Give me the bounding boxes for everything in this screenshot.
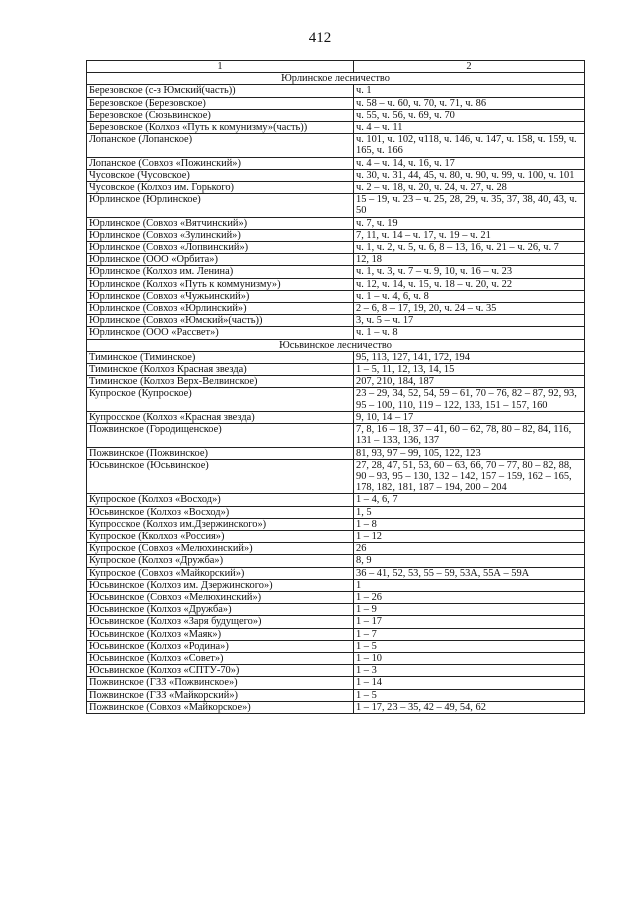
cell-forest-district: Юрлинское (Совхоз «Чужьинский») — [87, 290, 354, 302]
cell-quarter-numbers: 1 – 9 — [354, 604, 585, 616]
table-row — [87, 543, 585, 555]
table-row — [87, 217, 585, 229]
table-row — [87, 134, 585, 157]
cell-quarter-numbers: 9, 10, 14 – 17 — [354, 411, 585, 423]
cell-quarter-numbers: 1 – 7 — [354, 628, 585, 640]
table-row — [87, 530, 585, 542]
cell-quarter-numbers: ч. 55, ч. 56, ч. 69, ч. 70 — [354, 109, 585, 121]
cell-forest-district: Юсьвинское (Колхоз «Дружба») — [87, 604, 354, 616]
table-row — [87, 290, 585, 302]
cell-forest-district: Юсьвинское (Колхоз «СПТУ-70») — [87, 665, 354, 677]
table-row — [87, 665, 585, 677]
cell-quarter-numbers: 1 – 5 — [354, 640, 585, 652]
cell-quarter-numbers: ч. 1, ч. 2, ч. 5, ч. 6, 8 – 13, 16, ч. 21 – ч. 26, ч. 7 — [354, 242, 585, 254]
cell-forest-district: Юрлинское (Совхоз «Лопвинский») — [87, 242, 354, 254]
cell-forest-district: Купроское (Купроское) — [87, 388, 354, 411]
cell-forest-district: Юрлинское (ООО «Рассвет») — [87, 327, 354, 339]
cell-quarter-numbers: 12, 18 — [354, 254, 585, 266]
table-row — [87, 555, 585, 567]
cell-forest-district: Березовское (Сюзьвинское) — [87, 109, 354, 121]
cell-quarter-numbers: 1 – 26 — [354, 591, 585, 603]
table-row — [87, 194, 585, 217]
table-row — [87, 85, 585, 97]
table-row — [87, 351, 585, 363]
table-row — [87, 315, 585, 327]
section-header-row — [87, 73, 585, 85]
table-row — [87, 278, 585, 290]
table-row — [87, 376, 585, 388]
cell-quarter-numbers: ч. 58 – ч. 60, ч. 70, ч. 71, ч. 86 — [354, 97, 585, 109]
cell-forest-district: Чусовское (Колхоз им. Горького) — [87, 182, 354, 194]
table-row — [87, 616, 585, 628]
table-row — [87, 640, 585, 652]
table-row — [87, 266, 585, 278]
table-row — [87, 303, 585, 315]
cell-quarter-numbers: 1 – 14 — [354, 677, 585, 689]
cell-quarter-numbers: 1 – 4, 6, 7 — [354, 494, 585, 506]
cell-quarter-numbers: ч. 101, ч. 102, ч118, ч. 146, ч. 147, ч. 158, ч. 159, ч. 165, ч. 166 — [354, 134, 585, 157]
cell-quarter-numbers: 23 – 29, 34, 52, 54, 59 – 61, 70 – 76, 82 – 87, 92, 93, 95 – 100, 110, 119 – 122, 133, 151 – 157, 160 — [354, 388, 585, 411]
table-row — [87, 591, 585, 603]
cell-forest-district: Березовское (Березовское) — [87, 97, 354, 109]
cell-forest-district: Пожвинское (ГЗЗ «Майкорский») — [87, 689, 354, 701]
cell-quarter-numbers: 1 – 5 — [354, 689, 585, 701]
cell-forest-district: Юсьвинское (Колхоз «Заря будущего») — [87, 616, 354, 628]
cell-quarter-numbers: 1 – 8 — [354, 518, 585, 530]
cell-quarter-numbers: 26 — [354, 543, 585, 555]
cell-forest-district: Юсьвинское (Юсьвинское) — [87, 459, 354, 494]
cell-forest-district: Юрлинское (Совхоз «Зулинский») — [87, 229, 354, 241]
table-row — [87, 109, 585, 121]
forest-register-table — [86, 60, 585, 714]
cell-quarter-numbers: 1 – 5, 11, 12, 13, 14, 15 — [354, 364, 585, 376]
table-body — [87, 73, 585, 714]
cell-quarter-numbers: 95, 113, 127, 141, 172, 194 — [354, 351, 585, 363]
table-row — [87, 459, 585, 494]
cell-quarter-numbers: 1 — [354, 579, 585, 591]
cell-forest-district: Лопанское (Лопанское) — [87, 134, 354, 157]
section-title: Юсьвинское лесничество — [87, 339, 585, 351]
cell-quarter-numbers: ч. 1 – ч. 4, 6, ч. 8 — [354, 290, 585, 302]
column-number-1: 1 — [87, 61, 354, 73]
cell-forest-district: Купросское (Колхоз «Красная звезда) — [87, 411, 354, 423]
cell-forest-district: Купроское (Колхоз «Дружба») — [87, 555, 354, 567]
table-row — [87, 242, 585, 254]
table-row — [87, 254, 585, 266]
table-row — [87, 567, 585, 579]
cell-forest-district: Юрлинское (Совхоз «Юмский»(часть)) — [87, 315, 354, 327]
table-row — [87, 604, 585, 616]
cell-forest-district: Юрлинское (Совхоз «Юрлинский») — [87, 303, 354, 315]
table-row — [87, 411, 585, 423]
cell-quarter-numbers: 207, 210, 184, 187 — [354, 376, 585, 388]
cell-forest-district: Юрлинское (Колхоз им. Ленина) — [87, 266, 354, 278]
cell-forest-district: Юрлинское (Совхоз «Вятчинский») — [87, 217, 354, 229]
cell-forest-district: Юрлинское (Юрлинское) — [87, 194, 354, 217]
cell-quarter-numbers: 27, 28, 47, 51, 53, 60 – 63, 66, 70 – 77, 80 – 82, 88, 90 – 93, 95 – 130, 132 – 142, 157 – 159, 162 – 165, 178, 182, 181, 187 – 194, 200 – 204 — [354, 459, 585, 494]
table-row — [87, 628, 585, 640]
cell-forest-district: Купроское (Совхоз «Майкорский») — [87, 567, 354, 579]
cell-quarter-numbers: ч. 4 – ч. 14, ч. 16, ч. 17 — [354, 157, 585, 169]
cell-forest-district: Юсьвинское (Колхоз им. Дзержинского») — [87, 579, 354, 591]
column-number-row — [87, 61, 585, 73]
table-row — [87, 518, 585, 530]
section-header-row — [87, 339, 585, 351]
table-row — [87, 364, 585, 376]
cell-quarter-numbers: 1 – 10 — [354, 652, 585, 664]
cell-quarter-numbers: 7, 11, ч. 14 – ч. 17, ч. 19 – ч. 21 — [354, 229, 585, 241]
cell-quarter-numbers: 2 – 6, 8 – 17, 19, 20, ч. 24 – ч. 35 — [354, 303, 585, 315]
table-row — [87, 388, 585, 411]
cell-forest-district: Юсьвинское (Совхоз «Мелюхинский») — [87, 591, 354, 603]
cell-quarter-numbers: ч. 4 – ч. 11 — [354, 122, 585, 134]
cell-quarter-numbers: ч. 30, ч. 31, 44, 45, ч. 80, ч. 90, ч. 99, ч. 100, ч. 101 — [354, 169, 585, 181]
cell-quarter-numbers: 15 – 19, ч. 23 – ч. 25, 28, 29, ч. 35, 37, 38, 40, 43, ч. 50 — [354, 194, 585, 217]
cell-quarter-numbers: ч. 1 — [354, 85, 585, 97]
cell-quarter-numbers: ч. 12, ч. 14, ч. 15, ч. 18 – ч. 20, ч. 22 — [354, 278, 585, 290]
table-row — [87, 689, 585, 701]
cell-quarter-numbers: 1 – 3 — [354, 665, 585, 677]
table-row — [87, 169, 585, 181]
table-row — [87, 122, 585, 134]
cell-forest-district: Березовское (с-з Юмский(часть)) — [87, 85, 354, 97]
table-row — [87, 447, 585, 459]
cell-quarter-numbers: ч. 2 – ч. 18, ч. 20, ч. 24, ч. 27, ч. 28 — [354, 182, 585, 194]
table-row — [87, 424, 585, 447]
table-row — [87, 652, 585, 664]
cell-forest-district: Юрлинское (ООО «Орбита») — [87, 254, 354, 266]
cell-forest-district: Пожвинское (ГЗЗ «Пожвинское») — [87, 677, 354, 689]
cell-forest-district: Юсьвинское (Колхоз «Восход») — [87, 506, 354, 518]
cell-quarter-numbers: 8, 9 — [354, 555, 585, 567]
cell-forest-district: Тиминское (Колхоз Красная звезда) — [87, 364, 354, 376]
cell-forest-district: Купроское (Колхоз «Восход») — [87, 494, 354, 506]
cell-forest-district: Лопанское (Совхоз «Пожинский») — [87, 157, 354, 169]
cell-forest-district: Юсьвинское (Колхоз «Родина») — [87, 640, 354, 652]
table-row — [87, 494, 585, 506]
cell-quarter-numbers: 3, ч. 5 – ч. 17 — [354, 315, 585, 327]
cell-forest-district: Купроское (Совхоз «Мелюхинский») — [87, 543, 354, 555]
cell-quarter-numbers: 1 – 12 — [354, 530, 585, 542]
cell-forest-district: Пожвинское (Совхоз «Майкорское») — [87, 701, 354, 713]
cell-forest-district: Пожвинское (Пожвинское) — [87, 447, 354, 459]
table-row — [87, 579, 585, 591]
cell-quarter-numbers: 81, 93, 97 – 99, 105, 122, 123 — [354, 447, 585, 459]
table-row — [87, 506, 585, 518]
cell-quarter-numbers: ч. 7, ч. 19 — [354, 217, 585, 229]
table-row — [87, 701, 585, 713]
cell-quarter-numbers: ч. 1, ч. 3, ч. 7 – ч. 9, 10, ч. 16 – ч. 23 — [354, 266, 585, 278]
cell-quarter-numbers: 1 – 17, 23 – 35, 42 – 49, 54, 62 — [354, 701, 585, 713]
cell-quarter-numbers: ч. 1 – ч. 8 — [354, 327, 585, 339]
table-row — [87, 157, 585, 169]
cell-forest-district: Юрлинское (Колхоз «Путь к коммунизму») — [87, 278, 354, 290]
table-row — [87, 229, 585, 241]
cell-forest-district: Тиминское (Колхоз Верх-Велвинское) — [87, 376, 354, 388]
cell-quarter-numbers: 1, 5 — [354, 506, 585, 518]
page-number: 412 — [308, 30, 332, 46]
cell-forest-district: Юсьвинское (Колхоз «Маяк») — [87, 628, 354, 640]
cell-forest-district: Купроское (Кколхоз «Россия») — [87, 530, 354, 542]
table-row — [87, 327, 585, 339]
cell-quarter-numbers: 36 – 41, 52, 53, 55 – 59, 53А, 55А – 59А — [354, 567, 585, 579]
cell-forest-district: Купросское (Колхоз им.Дзержинского») — [87, 518, 354, 530]
cell-quarter-numbers: 7, 8, 16 – 18, 37 – 41, 60 – 62, 78, 80 – 82, 84, 116, 131 – 133, 136, 137 — [354, 424, 585, 447]
table-row — [87, 97, 585, 109]
table-row — [87, 677, 585, 689]
section-title: Юрлинское лесничество — [87, 73, 585, 85]
cell-forest-district: Юсьвинское (Колхоз «Совет») — [87, 652, 354, 664]
cell-forest-district: Чусовское (Чусовское) — [87, 169, 354, 181]
cell-forest-district: Тиминское (Тиминское) — [87, 351, 354, 363]
cell-forest-district: Березовское (Колхоз «Путь к комунизму»(часть)) — [87, 122, 354, 134]
cell-forest-district: Пожвинское (Городищенское) — [87, 424, 354, 447]
column-number-2: 2 — [354, 61, 585, 73]
table-row — [87, 182, 585, 194]
cell-quarter-numbers: 1 – 17 — [354, 616, 585, 628]
